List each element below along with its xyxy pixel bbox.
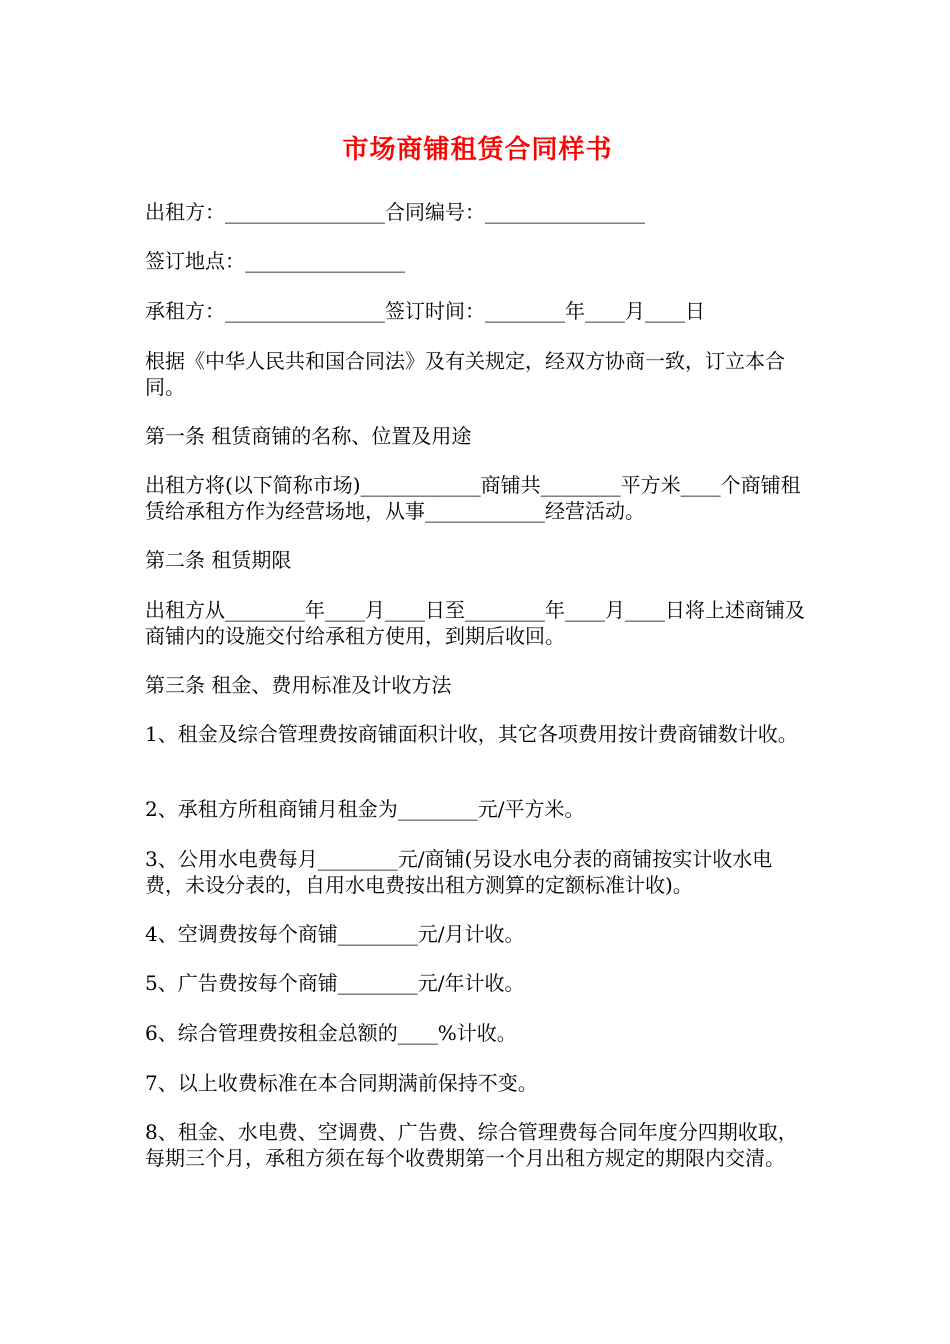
article-1-heading: 第一条 租赁商铺的名称、位置及用途 — [145, 424, 472, 448]
clause-3-7: 7、以上收费标准在本合同期满前保持不变。 — [145, 1071, 538, 1095]
clause-3-2: 2、承租方所租商铺月租金为________元/平方米。 — [145, 797, 585, 821]
preamble-paragraph: 根据《中华人民共和国合同法》及有关规定，经双方协商一致，订立本合同。 — [145, 349, 785, 399]
clause-3-5: 5、广告费按每个商铺________元/年计收。 — [145, 971, 525, 995]
article-2-body: 出租方从________年____月____日至________年____月____日将上述商铺及商铺内的设施交付给承租方使用，到期后收回。 — [145, 598, 805, 648]
article-2-heading: 第二条 租赁期限 — [145, 548, 292, 572]
clause-3-1: 1、租金及综合管理费按商铺面积计收，其它各项费用按计费商铺数计收。 — [145, 722, 798, 746]
clause-3-3: 3、公用水电费每月________元/商铺(另设水电分表的商铺按实计收水电费，未设分表的，自用水电费按出租方测算的定额标准计收)。 — [145, 847, 773, 897]
article-1-body: 出租方将(以下简称市场)____________商铺共________平方米____个商铺租赁给承租方作为经营场地，从事____________经营活动。 — [145, 473, 801, 523]
clause-3-6: 6、综合管理费按租金总额的____%计收。 — [145, 1021, 517, 1045]
article-3-heading: 第三条 租金、费用标准及计收方法 — [145, 673, 452, 697]
lessee-line: 承租方：________________签订时间：________年____月____日 — [145, 299, 705, 323]
lessor-line: 出租方：________________合同编号：________________ — [145, 200, 645, 224]
signing-place-line: 签订地点：________________ — [145, 249, 405, 273]
clause-3-8: 8、租金、水电费、空调费、广告费、综合管理费每合同年度分四期收取，每期三个月，承租方须在每个收费期第一个月出租方规定的期限内交清。 — [145, 1120, 798, 1170]
clause-3-4: 4、空调费按每个商铺________元/月计收。 — [145, 922, 525, 946]
document-title: 市场商铺租赁合同样书 — [342, 135, 613, 165]
